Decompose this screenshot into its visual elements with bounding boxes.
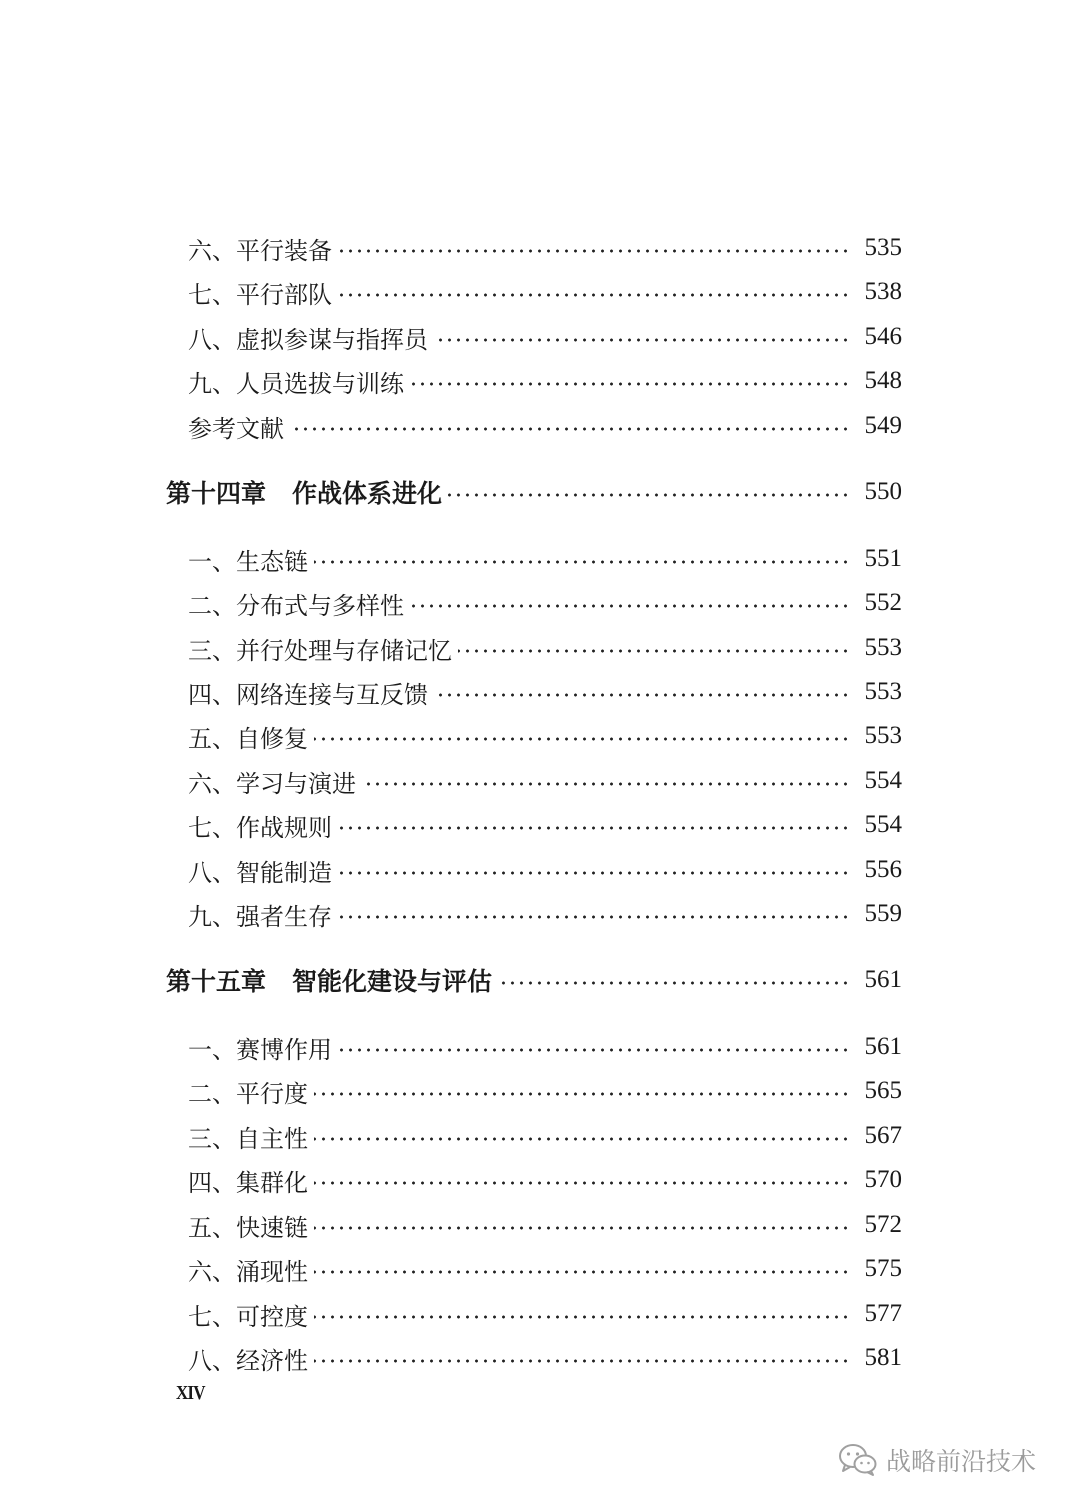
chapter-number: 第十五章 [166, 967, 267, 996]
toc-entry-title: 参考文献 [188, 414, 284, 443]
toc-chapter-title [166, 474, 442, 510]
toc-entry-title: 五、快速链 [188, 1213, 308, 1242]
watermark [838, 1442, 1036, 1478]
toc-entry [188, 1160, 902, 1200]
toc-entry-page: 554 [864, 767, 902, 794]
toc-entry-page: 549 [864, 412, 902, 439]
toc-entry-page: 577 [864, 1300, 902, 1327]
leader-dots [458, 649, 850, 653]
toc-entry [188, 761, 902, 801]
toc-entry-page: 535 [864, 234, 902, 261]
toc-entry-title: 六、学习与演进 [188, 769, 356, 798]
toc-entry [188, 894, 902, 934]
toc-entry [188, 850, 902, 890]
leader-dots [314, 1226, 850, 1230]
toc-entry-title: 四、集群化 [188, 1168, 308, 1197]
toc-entry [188, 583, 902, 623]
toc-entry-page: 554 [864, 811, 902, 838]
watermark-text: 战略前沿技术 [886, 1447, 1037, 1476]
toc-entry-page: 553 [864, 678, 902, 705]
toc-entry-page: 575 [864, 1255, 902, 1282]
toc-entry-page: 552 [864, 589, 902, 616]
toc-entry [188, 361, 902, 401]
leader-dots [434, 693, 850, 697]
toc-entry-page: 548 [864, 367, 902, 394]
toc-entry-title: 九、强者生存 [188, 902, 332, 931]
toc-entry [188, 406, 902, 446]
toc-entry [188, 1116, 902, 1156]
toc-entry [188, 672, 902, 712]
toc-entry [188, 1338, 902, 1378]
leader-dots [410, 382, 850, 386]
toc-entry-title: 一、赛博作用 [188, 1035, 332, 1064]
page-folio: XIV [176, 1382, 205, 1404]
leader-dots [338, 915, 850, 919]
leader-dots [314, 1092, 850, 1096]
toc-entry-title: 一、生态链 [188, 547, 308, 576]
leader-dots [434, 338, 850, 342]
toc-entry-title: 七、作战规则 [188, 813, 332, 842]
toc-entry-page: 561 [864, 1033, 902, 1060]
toc-entry-title: 三、自主性 [188, 1124, 308, 1153]
toc-entry-page: 550 [864, 478, 902, 505]
toc-chapter-14 [166, 472, 902, 512]
toc-chapter-title [166, 962, 492, 998]
toc-chapter-15 [166, 960, 902, 1000]
leader-dots [448, 493, 850, 497]
toc-entry-page: 553 [864, 722, 902, 749]
toc-entry-title: 六、平行装备 [188, 236, 332, 265]
leader-dots [314, 560, 850, 564]
leader-dots [314, 1359, 850, 1363]
toc-entry-title: 八、智能制造 [188, 858, 332, 887]
wechat-icon [838, 1443, 878, 1477]
toc-entry-title: 七、可控度 [188, 1302, 308, 1331]
toc-entry-page: 567 [864, 1122, 902, 1149]
leader-dots [362, 782, 850, 786]
toc-entry [188, 272, 902, 312]
toc-entry-page: 581 [864, 1344, 902, 1371]
toc-entry-page: 538 [864, 278, 902, 305]
leader-dots [338, 293, 850, 297]
toc-entry-page: 553 [864, 634, 902, 661]
leader-dots [498, 981, 850, 985]
toc-entry [188, 1249, 902, 1289]
chapter-name: 作战体系进化 [292, 479, 443, 508]
toc-entry-title: 六、涌现性 [188, 1257, 308, 1286]
toc-entry-title: 二、平行度 [188, 1079, 308, 1108]
toc-entry [188, 1294, 902, 1334]
leader-dots [314, 737, 850, 741]
toc-entry-title: 九、人员选拔与训练 [188, 369, 404, 398]
toc-entry [188, 716, 902, 756]
leader-dots [290, 427, 850, 431]
toc-entry-page: 551 [864, 545, 902, 572]
leader-dots [314, 1137, 850, 1141]
toc-entry-title: 七、平行部队 [188, 280, 332, 309]
toc-entry [188, 539, 902, 579]
toc-entry-title: 五、自修复 [188, 724, 308, 753]
toc-entry-title: 三、并行处理与存储记忆 [188, 636, 452, 665]
toc-entry-title: 八、经济性 [188, 1346, 308, 1375]
toc-entry [188, 1071, 902, 1111]
leader-dots [314, 1315, 850, 1319]
leader-dots [338, 249, 850, 253]
leader-dots [338, 1048, 850, 1052]
toc-entry-page: 559 [864, 900, 902, 927]
toc-entry-page: 565 [864, 1077, 902, 1104]
leader-dots [338, 826, 850, 830]
chapter-number: 第十四章 [166, 479, 267, 508]
toc-entry [188, 628, 902, 668]
toc-entry [188, 317, 902, 357]
leader-dots [410, 604, 850, 608]
toc-entry [188, 805, 902, 845]
toc-entry-title: 八、虚拟参谋与指挥员 [188, 325, 428, 354]
leader-dots [338, 871, 850, 875]
toc-entry-page: 561 [864, 966, 902, 993]
toc-entry-page: 556 [864, 856, 902, 883]
leader-dots [314, 1181, 850, 1185]
toc-entry [188, 228, 902, 268]
toc-entry-title: 二、分布式与多样性 [188, 591, 404, 620]
toc-entry-page: 572 [864, 1211, 902, 1238]
toc-entry-page: 570 [864, 1166, 902, 1193]
toc-entry [188, 1027, 902, 1067]
toc-entry-title: 四、网络连接与互反馈 [188, 680, 428, 709]
toc-entry [188, 1205, 902, 1245]
chapter-name: 智能化建设与评估 [292, 967, 493, 996]
leader-dots [314, 1270, 850, 1274]
toc-entry-page: 546 [864, 323, 902, 350]
